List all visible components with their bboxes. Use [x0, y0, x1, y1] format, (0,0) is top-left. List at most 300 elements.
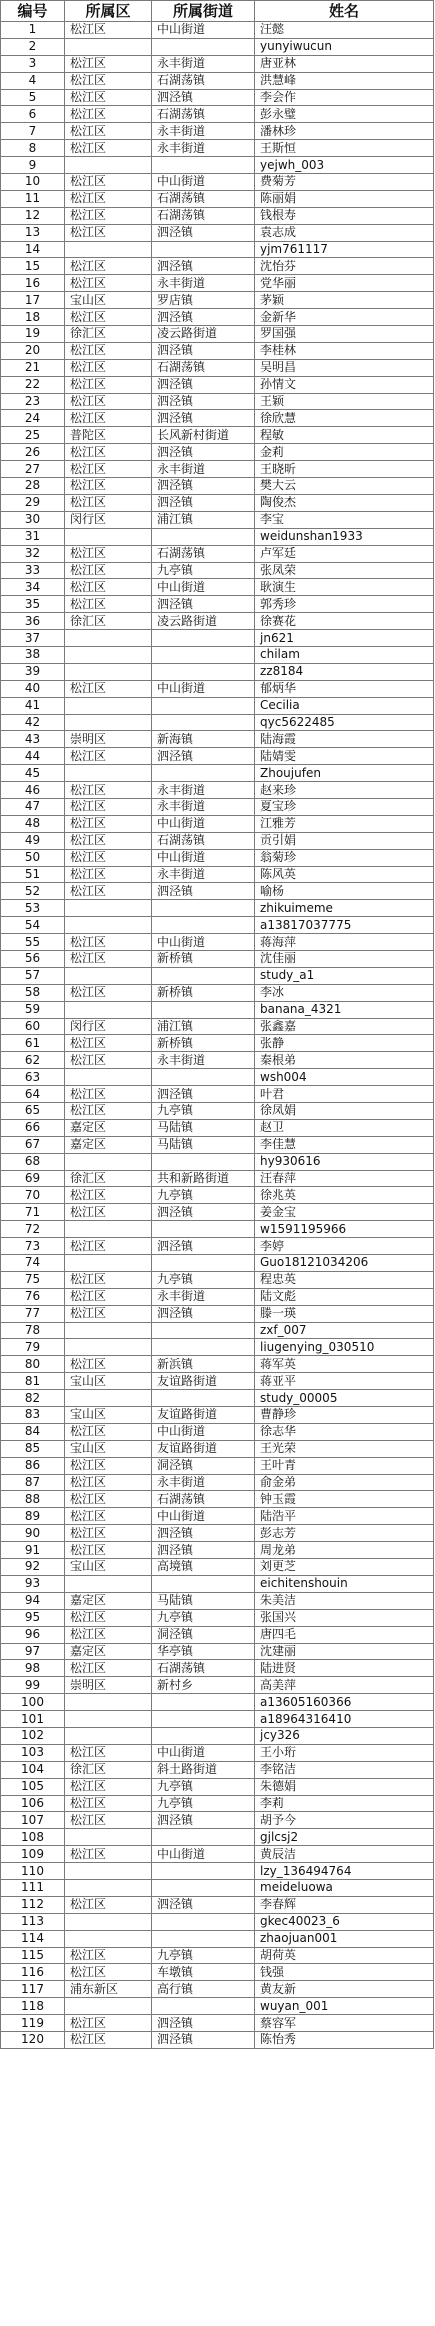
table-row [1, 680, 434, 697]
row-number: 52 [1, 883, 65, 900]
row-number: 102 [1, 1727, 65, 1744]
table-row [1, 1221, 434, 1238]
row-number: 34 [1, 579, 65, 596]
row-number: 74 [1, 1255, 65, 1272]
district-cell: 松江区 [65, 393, 152, 410]
table-row [1, 579, 434, 596]
row-number: 72 [1, 1221, 65, 1238]
table-row [1, 1407, 434, 1424]
name-cell: 贡引娟 [255, 832, 434, 849]
row-number: 73 [1, 1238, 65, 1255]
street-cell: 马陆镇 [152, 1136, 255, 1153]
table-row [1, 984, 434, 1001]
table-row [1, 1744, 434, 1761]
name-cell: 费菊芳 [255, 174, 434, 191]
row-number: 13 [1, 224, 65, 241]
name-cell: 沈怡芬 [255, 258, 434, 275]
district-cell [65, 1711, 152, 1728]
street-cell: 马陆镇 [152, 1592, 255, 1609]
street-cell [152, 38, 255, 55]
table-row [1, 832, 434, 849]
table-row [1, 1913, 434, 1930]
name-cell: 李宝 [255, 511, 434, 528]
name-cell: banana_4321 [255, 1001, 434, 1018]
name-cell: 曹静珍 [255, 1407, 434, 1424]
row-number: 83 [1, 1407, 65, 1424]
table-row [1, 1812, 434, 1829]
street-cell: 中山街道 [152, 815, 255, 832]
district-cell [65, 630, 152, 647]
table-row [1, 1305, 434, 1322]
row-number: 33 [1, 562, 65, 579]
name-cell: 沈建丽 [255, 1643, 434, 1660]
table-row [1, 663, 434, 680]
district-cell: 松江区 [65, 1491, 152, 1508]
district-cell: 松江区 [65, 1305, 152, 1322]
name-cell: 赵来珍 [255, 782, 434, 799]
district-cell: 松江区 [65, 106, 152, 123]
name-cell: 徐志华 [255, 1423, 434, 1440]
district-cell: 松江区 [65, 494, 152, 511]
table-row [1, 934, 434, 951]
table-row [1, 89, 434, 106]
district-cell [65, 1339, 152, 1356]
name-cell: liugenying_030510 [255, 1339, 434, 1356]
street-cell [152, 1390, 255, 1407]
district-cell: 松江区 [65, 461, 152, 478]
name-cell: 滕一瑛 [255, 1305, 434, 1322]
street-cell: 泗泾镇 [152, 596, 255, 613]
district-cell: 宝山区 [65, 1407, 152, 1424]
table-row [1, 123, 434, 140]
street-cell: 泗泾镇 [152, 2015, 255, 2032]
row-number: 57 [1, 967, 65, 984]
row-number: 63 [1, 1069, 65, 1086]
district-cell: 松江区 [65, 1086, 152, 1103]
street-cell: 洞泾镇 [152, 1626, 255, 1643]
street-cell [152, 1998, 255, 2015]
header-street: 所属街道 [152, 1, 255, 22]
street-cell: 中山街道 [152, 934, 255, 951]
name-cell: zxf_007 [255, 1322, 434, 1339]
table-row [1, 1964, 434, 1981]
row-number: 107 [1, 1812, 65, 1829]
street-cell: 中山街道 [152, 579, 255, 596]
street-cell: 泗泾镇 [152, 342, 255, 359]
district-cell: 宝山区 [65, 292, 152, 309]
row-number: 21 [1, 359, 65, 376]
district-cell [65, 1322, 152, 1339]
street-cell [152, 1001, 255, 1018]
street-cell [152, 1863, 255, 1880]
row-number: 18 [1, 309, 65, 326]
row-number: 26 [1, 444, 65, 461]
name-cell: 茅颖 [255, 292, 434, 309]
row-number: 75 [1, 1271, 65, 1288]
table-row [1, 748, 434, 765]
row-number: 110 [1, 1863, 65, 1880]
district-cell: 松江区 [65, 207, 152, 224]
row-number: 117 [1, 1981, 65, 1998]
district-cell: 松江区 [65, 1508, 152, 1525]
table-row [1, 393, 434, 410]
district-cell [65, 1575, 152, 1592]
street-cell [152, 1711, 255, 1728]
street-cell: 永丰街道 [152, 275, 255, 292]
row-number: 82 [1, 1390, 65, 1407]
table-row [1, 613, 434, 630]
street-cell: 中山街道 [152, 1744, 255, 1761]
row-number: 10 [1, 174, 65, 191]
name-cell: qyc5622485 [255, 714, 434, 731]
table-row [1, 1981, 434, 1998]
row-number: 67 [1, 1136, 65, 1153]
table-row [1, 1339, 434, 1356]
district-cell: 松江区 [65, 376, 152, 393]
street-cell: 共和新路街道 [152, 1170, 255, 1187]
street-cell [152, 697, 255, 714]
street-cell: 新浜镇 [152, 1356, 255, 1373]
table-row [1, 562, 434, 579]
table-row [1, 1052, 434, 1069]
district-cell: 松江区 [65, 866, 152, 883]
street-cell [152, 900, 255, 917]
district-cell: 松江区 [65, 1271, 152, 1288]
row-number: 2 [1, 38, 65, 55]
street-cell: 九亭镇 [152, 1778, 255, 1795]
table-row [1, 342, 434, 359]
street-cell: 永丰街道 [152, 140, 255, 157]
street-cell: 泗泾镇 [152, 258, 255, 275]
table-row [1, 1525, 434, 1542]
row-number: 36 [1, 613, 65, 630]
street-cell: 友谊路街道 [152, 1407, 255, 1424]
table-row [1, 1846, 434, 1863]
district-cell: 松江区 [65, 1609, 152, 1626]
name-cell: zhikuimeme [255, 900, 434, 917]
row-number: 32 [1, 545, 65, 562]
row-number: 94 [1, 1592, 65, 1609]
row-number: 54 [1, 917, 65, 934]
table-row [1, 1001, 434, 1018]
row-number: 89 [1, 1508, 65, 1525]
street-cell: 泗泾镇 [152, 376, 255, 393]
table-row [1, 1559, 434, 1576]
table-row [1, 1356, 434, 1373]
street-cell: 永丰街道 [152, 1052, 255, 1069]
name-cell: 郁炳华 [255, 680, 434, 697]
row-number: 70 [1, 1187, 65, 1204]
table-row [1, 207, 434, 224]
street-cell: 罗店镇 [152, 292, 255, 309]
district-cell: 松江区 [65, 883, 152, 900]
header-district: 所属区 [65, 1, 152, 22]
district-cell: 松江区 [65, 258, 152, 275]
district-cell [65, 1879, 152, 1896]
table-row [1, 1119, 434, 1136]
district-cell [65, 663, 152, 680]
row-number: 51 [1, 866, 65, 883]
row-number: 120 [1, 2031, 65, 2048]
street-cell [152, 1575, 255, 1592]
row-number: 80 [1, 1356, 65, 1373]
name-cell: 蒋亚平 [255, 1373, 434, 1390]
table-row [1, 1795, 434, 1812]
district-cell: 松江区 [65, 950, 152, 967]
street-cell: 中山街道 [152, 174, 255, 191]
name-cell: 陈丽娟 [255, 190, 434, 207]
district-cell [65, 1913, 152, 1930]
street-cell: 泗泾镇 [152, 478, 255, 495]
district-cell: 松江区 [65, 849, 152, 866]
table-row [1, 326, 434, 343]
row-number: 59 [1, 1001, 65, 1018]
district-cell: 松江区 [65, 1964, 152, 1981]
district-cell [65, 1001, 152, 1018]
name-cell: 程敏 [255, 427, 434, 444]
name-cell: 张静 [255, 1035, 434, 1052]
row-number: 23 [1, 393, 65, 410]
name-cell: 陈怡秀 [255, 2031, 434, 2048]
district-cell: 松江区 [65, 359, 152, 376]
district-cell: 松江区 [65, 140, 152, 157]
table-row [1, 1474, 434, 1491]
table-row [1, 427, 434, 444]
district-cell: 松江区 [65, 1660, 152, 1677]
row-number: 98 [1, 1660, 65, 1677]
district-cell: 松江区 [65, 1423, 152, 1440]
row-number: 76 [1, 1288, 65, 1305]
table-row [1, 917, 434, 934]
district-cell: 松江区 [65, 1795, 152, 1812]
street-cell: 车墩镇 [152, 1964, 255, 1981]
row-number: 65 [1, 1103, 65, 1120]
district-cell: 松江区 [65, 444, 152, 461]
street-cell [152, 1879, 255, 1896]
district-cell: 松江区 [65, 782, 152, 799]
name-cell: study_a1 [255, 967, 434, 984]
name-cell: yunyiwucun [255, 38, 434, 55]
name-cell: 叶君 [255, 1086, 434, 1103]
street-cell: 友谊路街道 [152, 1373, 255, 1390]
table-row [1, 224, 434, 241]
name-cell: a18964316410 [255, 1711, 434, 1728]
name-cell: 徐欣慧 [255, 410, 434, 427]
table-row [1, 410, 434, 427]
table-row [1, 1542, 434, 1559]
street-cell: 斜土路街道 [152, 1761, 255, 1778]
district-cell: 徐汇区 [65, 613, 152, 630]
street-cell: 凌云路街道 [152, 326, 255, 343]
district-cell: 松江区 [65, 1204, 152, 1221]
name-cell: 江雅芳 [255, 815, 434, 832]
table-row [1, 1761, 434, 1778]
district-cell: 松江区 [65, 2015, 152, 2032]
name-cell: Zhoujufen [255, 765, 434, 782]
table-row [1, 1677, 434, 1694]
district-cell [65, 1727, 152, 1744]
street-cell: 泗泾镇 [152, 410, 255, 427]
name-cell: 胡荷英 [255, 1947, 434, 1964]
row-number: 16 [1, 275, 65, 292]
name-cell: 朱美洁 [255, 1592, 434, 1609]
name-cell: 唐四毛 [255, 1626, 434, 1643]
name-cell: 刘更芝 [255, 1559, 434, 1576]
street-cell: 九亭镇 [152, 1271, 255, 1288]
district-cell: 松江区 [65, 410, 152, 427]
table-row [1, 1491, 434, 1508]
district-cell: 松江区 [65, 1035, 152, 1052]
row-number: 95 [1, 1609, 65, 1626]
name-cell: 金莉 [255, 444, 434, 461]
table-row [1, 275, 434, 292]
table-row [1, 55, 434, 72]
district-cell: 松江区 [65, 1626, 152, 1643]
name-cell: 朱德娟 [255, 1778, 434, 1795]
table-row [1, 798, 434, 815]
table-row [1, 1879, 434, 1896]
name-cell: wuyan_001 [255, 1998, 434, 2015]
street-cell: 凌云路街道 [152, 613, 255, 630]
row-number: 15 [1, 258, 65, 275]
header-number: 编号 [1, 1, 65, 22]
district-cell [65, 765, 152, 782]
table-row [1, 528, 434, 545]
row-number: 37 [1, 630, 65, 647]
table-row [1, 444, 434, 461]
row-number: 53 [1, 900, 65, 917]
row-number: 28 [1, 478, 65, 495]
row-number: 42 [1, 714, 65, 731]
street-cell: 高行镇 [152, 1981, 255, 1998]
name-cell: lzy_136494764 [255, 1863, 434, 1880]
row-number: 58 [1, 984, 65, 1001]
table-row [1, 596, 434, 613]
street-cell: 泗泾镇 [152, 444, 255, 461]
table-row [1, 1727, 434, 1744]
row-number: 101 [1, 1711, 65, 1728]
row-number: 96 [1, 1626, 65, 1643]
name-cell: 王晓昕 [255, 461, 434, 478]
name-cell: a13817037775 [255, 917, 434, 934]
street-cell: 中山街道 [152, 1846, 255, 1863]
name-cell: yejwh_003 [255, 157, 434, 174]
table-row [1, 157, 434, 174]
name-cell: 钟玉霞 [255, 1491, 434, 1508]
street-cell: 永丰街道 [152, 798, 255, 815]
name-cell: 蒋海萍 [255, 934, 434, 951]
district-cell: 徐汇区 [65, 1170, 152, 1187]
district-cell: 松江区 [65, 596, 152, 613]
district-cell [65, 157, 152, 174]
row-number: 19 [1, 326, 65, 343]
table-row [1, 765, 434, 782]
name-cell: study_00005 [255, 1390, 434, 1407]
name-cell: 袁志成 [255, 224, 434, 241]
name-cell: 陆文彪 [255, 1288, 434, 1305]
district-cell [65, 1829, 152, 1846]
row-number: 100 [1, 1694, 65, 1711]
name-cell: 李春辉 [255, 1896, 434, 1913]
street-cell: 泗泾镇 [152, 1525, 255, 1542]
table-row [1, 697, 434, 714]
row-number: 64 [1, 1086, 65, 1103]
row-number: 44 [1, 748, 65, 765]
row-number: 87 [1, 1474, 65, 1491]
table-row [1, 1440, 434, 1457]
name-cell: 黄辰洁 [255, 1846, 434, 1863]
row-number: 43 [1, 731, 65, 748]
name-cell: 蒋军英 [255, 1356, 434, 1373]
street-cell [152, 630, 255, 647]
name-cell: zz8184 [255, 663, 434, 680]
name-cell: 李会作 [255, 89, 434, 106]
name-cell: 姜金宝 [255, 1204, 434, 1221]
name-cell: zhaojuan001 [255, 1930, 434, 1947]
district-cell: 崇明区 [65, 731, 152, 748]
name-cell: 张鑫嘉 [255, 1018, 434, 1035]
district-cell: 松江区 [65, 190, 152, 207]
street-cell: 泗泾镇 [152, 1305, 255, 1322]
row-number: 115 [1, 1947, 65, 1964]
table-row [1, 849, 434, 866]
row-number: 88 [1, 1491, 65, 1508]
street-cell [152, 157, 255, 174]
street-cell: 新桥镇 [152, 1035, 255, 1052]
name-cell: 李莉 [255, 1795, 434, 1812]
table-row [1, 630, 434, 647]
district-cell: 松江区 [65, 1947, 152, 1964]
table-row [1, 1423, 434, 1440]
district-cell: 松江区 [65, 1896, 152, 1913]
street-cell: 石湖荡镇 [152, 190, 255, 207]
table-row [1, 1694, 434, 1711]
name-cell: 卢军廷 [255, 545, 434, 562]
district-cell [65, 714, 152, 731]
row-number: 31 [1, 528, 65, 545]
street-cell: 泗泾镇 [152, 883, 255, 900]
table-row [1, 950, 434, 967]
name-cell: 彭志芳 [255, 1525, 434, 1542]
street-cell: 石湖荡镇 [152, 207, 255, 224]
row-number: 77 [1, 1305, 65, 1322]
row-number: 48 [1, 815, 65, 832]
name-cell: 樊大云 [255, 478, 434, 495]
street-cell: 泗泾镇 [152, 1542, 255, 1559]
row-number: 91 [1, 1542, 65, 1559]
district-cell: 嘉定区 [65, 1592, 152, 1609]
row-number: 105 [1, 1778, 65, 1795]
table-row [1, 1086, 434, 1103]
row-number: 104 [1, 1761, 65, 1778]
district-cell: 松江区 [65, 1187, 152, 1204]
table-row [1, 1255, 434, 1272]
table-row [1, 359, 434, 376]
street-cell: 永丰街道 [152, 866, 255, 883]
row-number: 50 [1, 849, 65, 866]
row-number: 8 [1, 140, 65, 157]
name-cell: 王光荣 [255, 1440, 434, 1457]
table-row [1, 22, 434, 39]
street-cell: 泗泾镇 [152, 2031, 255, 2048]
name-cell: gkec40023_6 [255, 1913, 434, 1930]
table-row [1, 1643, 434, 1660]
name-cell: 钱强 [255, 1964, 434, 1981]
district-cell: 松江区 [65, 579, 152, 596]
street-cell: 九亭镇 [152, 1187, 255, 1204]
street-cell [152, 663, 255, 680]
street-cell [152, 1727, 255, 1744]
